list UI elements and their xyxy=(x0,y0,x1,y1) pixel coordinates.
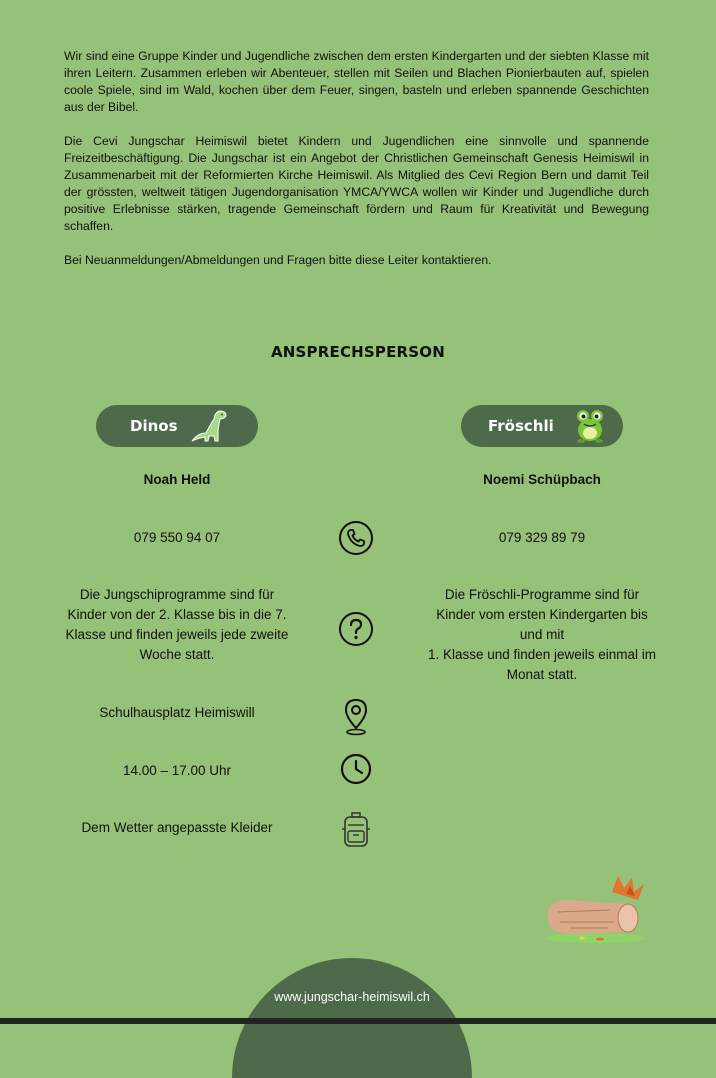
clothing-note: Dem Wetter angepasste Kleider xyxy=(81,820,273,835)
dinos-badge xyxy=(96,405,258,447)
left-phone[interactable]: 079 550 94 07 xyxy=(133,530,221,545)
right-schedule-line-1: Die Fröschli-Programme sind für Kinder vom ersten Kindergarten bis und mit xyxy=(436,587,648,642)
location-pin-icon xyxy=(337,697,375,737)
clock-icon xyxy=(337,752,375,786)
left-contact-name: Noah Held xyxy=(143,472,211,487)
dino-icon xyxy=(188,407,230,445)
intro-paragraph-1: Wir sind eine Gruppe Kinder und Jugendliche zwischen dem ersten Kindergarten und der siebten Klasse mit ihren Leitern. Zusammen erleben wir Abenteuer, stellen mit Seilen und Blachen Pionierbauten auf, spielen coole Spiele, sind im Wald, kochen über dem Feuer, singen, basteln und erleben spannende Geschichten aus der Bibel. xyxy=(64,49,649,114)
right-phone[interactable]: 079 329 89 79 xyxy=(498,530,586,545)
backpack-icon xyxy=(337,809,375,849)
meeting-time: 14.00 – 17.00 Uhr xyxy=(122,763,232,778)
log-illustration xyxy=(540,870,650,946)
right-contact-name: Noemi Schüpbach xyxy=(483,472,601,487)
right-schedule-line-2: 1. Klasse und finden jeweils einmal im Monat statt. xyxy=(427,647,657,682)
intro-text xyxy=(64,48,649,286)
meeting-location: Schulhausplatz Heimiswill xyxy=(99,705,255,720)
frog-icon xyxy=(573,406,607,444)
froeschli-label: Fröschli xyxy=(488,417,554,435)
contact-heading: ANSPRECHSPERSON xyxy=(270,343,446,361)
question-icon xyxy=(337,611,375,647)
intro-paragraph-2: Die Cevi Jungschar Heimiswil bietet Kindern und Jugendlichen eine sinnvolle und spannende Freizeitbeschäftigung. Die Jungschar ist ein Angebot der Christlichen Gemeinschaft Genesis Heimiswil in Zusammenarbeit mit der Reformierten Kirche Heimiswil. Als Mitglied des Cevi Region Bern und damit Teil der grössten, weltweit tätigen Jugendorganisation YMCA/YWCA wollen wir Kinder und Jugendliche durch positive Erlebnisse stärken, tragende Gemeinschaft fördern und Raum für Kreativität und Bewegung schaffen. xyxy=(64,134,649,233)
intro-paragraph-3: Bei Neuanmeldungen/Abmeldungen und Fragen bitte diese Leiter kontaktieren. xyxy=(64,253,492,267)
bottom-bar xyxy=(0,1018,716,1024)
left-schedule: Die Jungschiprogramme sind für Kinder von der 2. Klasse bis in die 7. Klasse und finden jeweils jede zweite Woche statt. xyxy=(65,587,289,662)
froeschli-badge xyxy=(461,405,623,447)
dinos-label: Dinos xyxy=(130,417,178,435)
right-schedule xyxy=(427,585,657,685)
website-link[interactable]: www.jungschar-heimiswil.ch xyxy=(274,990,430,1004)
phone-icon xyxy=(337,520,375,556)
